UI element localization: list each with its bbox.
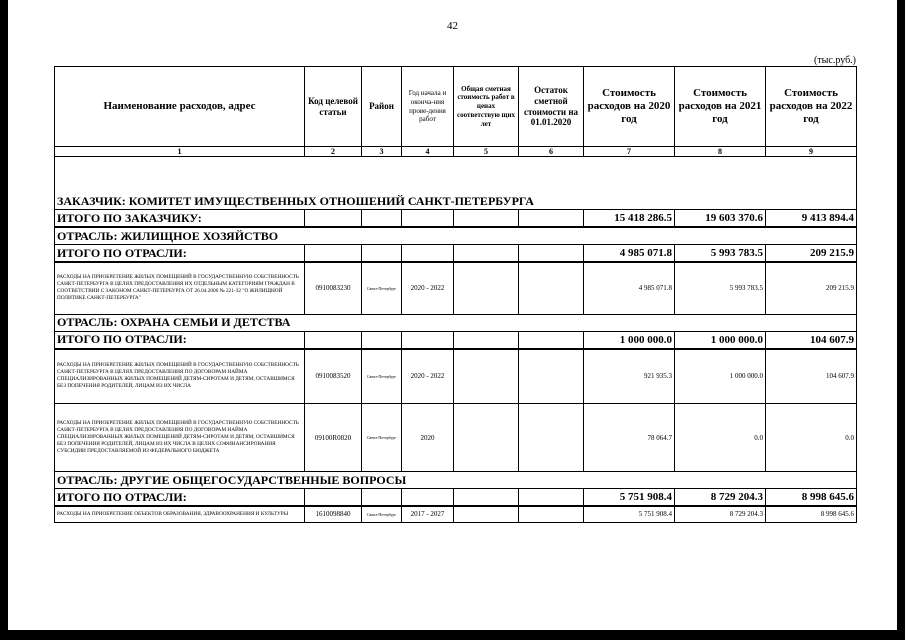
item-cost-2020: 5 751 908.4	[584, 506, 675, 522]
section-row	[55, 472, 857, 489]
item-description: РАСХОДЫ НА ПРИОБРЕТЕНИЕ ЖИЛЫХ ПОМЕЩЕНИЙ В ГОСУДАРСТВЕННУЮ СОБСТВЕННОСТЬ САНКТ-ПЕТЕРБУРГА В ЦЕЛЯХ ПРЕДОСТАВЛЕНИЯ ПО ДОГОВОРАМ НАЙМА СПЕЦИАЛИЗИРОВАННЫХ ЖИЛЫХ ПОМЕЩЕНИЙ ДЕТЯМ-СИРОТАМ И ДЕТЯМ, ОСТАВШИМСЯ БЕЗ ПОПЕЧЕНИЯ РОДИТЕЛЕЙ, ЛИЦАМ ИЗ ИХ ЧИСЛА	[55, 349, 305, 404]
section-total-row	[55, 489, 857, 507]
empty-cell	[402, 245, 454, 263]
customer-total-label: ИТОГО ПО ЗАКАЗЧИКУ:	[55, 210, 305, 228]
expenses-table	[54, 66, 857, 523]
section-total-2020: 4 985 071.8	[584, 245, 675, 263]
item-cost-2020: 921 935.3	[584, 349, 675, 404]
col-number: 9	[766, 147, 857, 157]
item-cost-2022: 0.0	[766, 404, 857, 472]
section-total-label: ИТОГО ПО ОТРАСЛИ:	[55, 331, 305, 349]
empty-cell	[362, 331, 402, 349]
col-number: 6	[519, 147, 584, 157]
empty-cell	[454, 245, 519, 263]
item-cost-2022: 209 215.9	[766, 262, 857, 314]
col-number: 8	[675, 147, 766, 157]
empty-cell	[519, 489, 584, 507]
item-description: РАСХОДЫ НА ПРИОБРЕТЕНИЕ ЖИЛЫХ ПОМЕЩЕНИЙ В ГОСУДАРСТВЕННУЮ СОБСТВЕННОСТЬ САНКТ-ПЕТЕРБУРГА В ЦЕЛЯХ ПРЕДОСТАВЛЕНИЯ ИХ ОТДЕЛЬНЫМ КАТЕГОРИЯМ ГРАЖДАН В СООТВЕТСТВИИ С ЗАКОНОМ САНКТ-ПЕТЕРБУРГА ОТ 26.04.2006 № 221-32 "О ЖИЛИЩНОЙ ПОЛИТИКЕ САНКТ-ПЕТЕРБУРГА"	[55, 262, 305, 314]
item-code: 0910083230	[305, 262, 362, 314]
header-code: Код целевой статьи	[305, 67, 362, 147]
empty-cell	[402, 210, 454, 228]
empty-cell	[519, 506, 584, 522]
customer-total-2022: 9 413 894.4	[766, 210, 857, 228]
customer-total-2021: 19 603 370.6	[675, 210, 766, 228]
section-total-2021: 8 729 204.3	[675, 489, 766, 507]
item-district: Санкт-Петербург	[362, 506, 402, 522]
item-code: 1610098840	[305, 506, 362, 522]
header-cost-2021: Стоимость расходов на 2021 год	[675, 67, 766, 147]
empty-cell	[454, 506, 519, 522]
col-number: 4	[402, 147, 454, 157]
page-number: 42	[447, 20, 458, 32]
col-number: 5	[454, 147, 519, 157]
empty-cell	[362, 210, 402, 228]
section-total-row	[55, 331, 857, 349]
item-cost-2020: 78 064.7	[584, 404, 675, 472]
header-cost-2022: Стоимость расходов на 2022 год	[766, 67, 857, 147]
header-district: Район	[362, 67, 402, 147]
customer-row	[55, 193, 857, 210]
empty-cell	[519, 210, 584, 228]
empty-cell	[519, 262, 584, 314]
spacer-row	[55, 157, 857, 194]
empty-cell	[305, 331, 362, 349]
section-total-2022: 104 607.9	[766, 331, 857, 349]
empty-cell	[454, 262, 519, 314]
section-total-2020: 1 000 000.0	[584, 331, 675, 349]
item-district: Санкт-Петербург	[362, 349, 402, 404]
section-total-2020: 5 751 908.4	[584, 489, 675, 507]
item-district: Санкт-Петербург	[362, 262, 402, 314]
item-district: Санкт-Петербург	[362, 404, 402, 472]
header-name: Наименование расходов, адрес	[55, 67, 305, 147]
empty-cell	[454, 349, 519, 404]
item-cost-2021: 8 729 204.3	[675, 506, 766, 522]
item-cost-2022: 8 998 645.6	[766, 506, 857, 522]
header-cost-2020: Стоимость расходов на 2020 год	[584, 67, 675, 147]
empty-cell	[362, 489, 402, 507]
empty-cell	[402, 489, 454, 507]
unit-label: (тыс.руб.)	[813, 55, 856, 66]
item-description: РАСХОДЫ НА ПРИОБРЕТЕНИЕ ЖИЛЫХ ПОМЕЩЕНИЙ В ГОСУДАРСТВЕННУЮ СОБСТВЕННОСТЬ САНКТ-ПЕТЕРБУРГА В ЦЕЛЯХ ПРЕДОСТАВЛЕНИЯ ПО ДОГОВОРАМ НАЙМА СПЕЦИАЛИЗИРОВАННЫХ ЖИЛЫХ ПОМЕЩЕНИЙ ДЕТЯМ-СИРОТАМ И ДЕТЯМ, ОСТАВШИМСЯ БЕЗ ПОПЕЧЕНИЯ РОДИТЕЛЕЙ, ЛИЦАМ ИЗ ИХ ЧИСЛА В ЦЕЛЯХ СОФИНАНСИРОВАНИЯ СУБСИДИИ ПРЕДОСТАВЛЯЕМОЙ ИЗ ФЕДЕРАЛЬНОГО БЮДЖЕТА	[55, 404, 305, 472]
section-total-2022: 8 998 645.6	[766, 489, 857, 507]
section-label: ОТРАСЛЬ: ЖИЛИЩНОЕ ХОЗЯЙСТВО	[55, 227, 857, 245]
item-years: 2017 - 2027	[402, 506, 454, 522]
empty-cell	[305, 210, 362, 228]
item-description: РАСХОДЫ НА ПРИОБРЕТЕНИЕ ОБЪЕКТОВ ОБРАЗОВАНИЯ, ЗДРАВООХРАНЕНИЯ И КУЛЬТУРЫ	[55, 506, 305, 522]
empty-cell	[519, 331, 584, 349]
col-number: 2	[305, 147, 362, 157]
column-number-row	[55, 147, 857, 157]
empty-cell	[402, 331, 454, 349]
item-cost-2021: 0.0	[675, 404, 766, 472]
customer-total-2020: 15 418 286.5	[584, 210, 675, 228]
empty-cell	[454, 404, 519, 472]
section-label: ОТРАСЛЬ: ДРУГИЕ ОБЩЕГОСУДАРСТВЕННЫЕ ВОПРОСЫ	[55, 472, 857, 489]
empty-cell	[519, 404, 584, 472]
col-number: 1	[55, 147, 305, 157]
empty-cell	[519, 245, 584, 263]
section-label: ОТРАСЛЬ: ОХРАНА СЕМЬИ И ДЕТСТВА	[55, 314, 857, 331]
table-row	[55, 349, 857, 404]
empty-cell	[454, 489, 519, 507]
section-row	[55, 227, 857, 245]
empty-cell	[305, 245, 362, 263]
header-remaining: Остаток сметной стоимости на 01.01.2020	[519, 67, 584, 147]
empty-cell	[454, 331, 519, 349]
item-cost-2022: 104 607.9	[766, 349, 857, 404]
item-years: 2020	[402, 404, 454, 472]
customer-total-row	[55, 210, 857, 228]
item-cost-2021: 5 993 783.5	[675, 262, 766, 314]
item-cost-2021: 1 000 000.0	[675, 349, 766, 404]
item-cost-2020: 4 985 071.8	[584, 262, 675, 314]
section-total-label: ИТОГО ПО ОТРАСЛИ:	[55, 489, 305, 507]
section-total-label: ИТОГО ПО ОТРАСЛИ:	[55, 245, 305, 263]
header-row	[55, 67, 857, 147]
item-years: 2020 - 2022	[402, 262, 454, 314]
item-code: 0910083520	[305, 349, 362, 404]
section-total-2021: 1 000 000.0	[675, 331, 766, 349]
table-row	[55, 404, 857, 472]
item-years: 2020 - 2022	[402, 349, 454, 404]
table-row	[55, 262, 857, 314]
section-total-row	[55, 245, 857, 263]
empty-cell	[362, 245, 402, 263]
section-total-2021: 5 993 783.5	[675, 245, 766, 263]
col-number: 7	[584, 147, 675, 157]
section-row	[55, 314, 857, 331]
header-total-cost: Общая сметная стоимость работ в ценах соответствую щих лет	[454, 67, 519, 147]
customer-label: ЗАКАЗЧИК: КОМИТЕТ ИМУЩЕСТВЕННЫХ ОТНОШЕНИЙ САНКТ-ПЕТЕРБУРГА	[55, 193, 857, 210]
empty-cell	[305, 489, 362, 507]
section-total-2022: 209 215.9	[766, 245, 857, 263]
document-page	[8, 0, 897, 630]
table-row	[55, 506, 857, 522]
header-years: Год начала и оконча-ния прове-дения работ	[402, 67, 454, 147]
item-code: 09100R0820	[305, 404, 362, 472]
empty-cell	[519, 349, 584, 404]
empty-cell	[454, 210, 519, 228]
col-number: 3	[362, 147, 402, 157]
